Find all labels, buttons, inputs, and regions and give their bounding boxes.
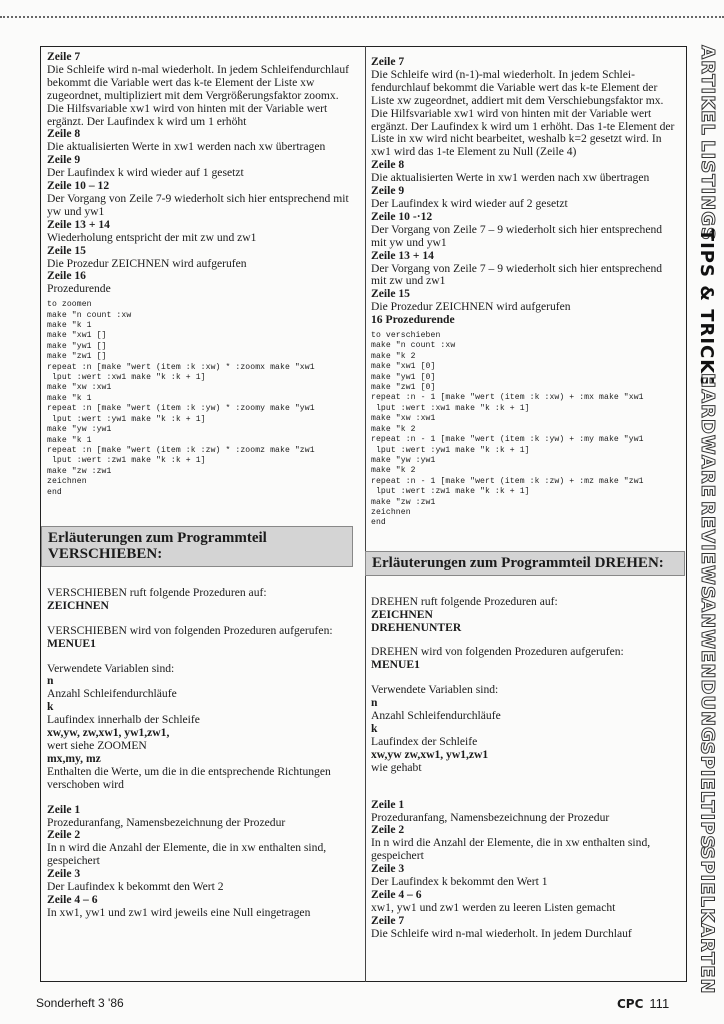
code-listing-verschieben: to verschieben make "n count :xw make "k 2 make "xw1 [0] make "yw1 [0] make "zw1 [0] repeat :n - 1 [make "wert (item :k :xw) + :mx make "xw1 lput :wert :xw1 make "k :k + 1] make "xw :xw1 make "k 2 repeat :n - 1 [make "wert (item :k :yw) + :my make "yw1 lput :wert :yw1 make "k :k + 1] make "yw :yw1 make "k 2 repeat :n - 1 [make "wert (item :k :zw) + :mz make "zw1 lput :wert :zw1 make "k :k + 1] make "zw :zw1 zeichnen end — [371, 331, 644, 528]
line-heading: Zeile 13 + 14 — [371, 248, 434, 262]
line-heading: Zeile 1 — [47, 802, 81, 816]
section-box-verschieben — [41, 526, 353, 567]
variable-desc: Laufindex innerhalb der Schleife — [47, 713, 200, 727]
brand-logo: CPC — [617, 997, 644, 1011]
box-title: Erläuterungen zum Programmteil DREHEN: — [372, 554, 664, 571]
line-text: Prozeduranfang, Namensbezeichnung der Prozedur — [47, 815, 286, 829]
section-tab-label: SPIELKARTEN — [696, 845, 718, 995]
line-text: Der Laufindex k bekommt den Wert 1 — [371, 875, 548, 889]
page-number: 111 — [649, 996, 670, 1011]
variables-intro: Verwendete Variablen sind: — [371, 683, 499, 697]
section-tab-label: REVIEWS — [696, 500, 718, 600]
box-title-line1: Erläuterungen zum Programmteil — [48, 529, 267, 546]
variable-name: xw,yw zw,xw1, yw1,zw1 — [371, 747, 489, 761]
line-text: Die Prozedur ZEICHNEN wird aufgerufen — [47, 256, 247, 270]
box-title-line2: VERSCHIEBEN: — [48, 545, 163, 562]
line-heading: Zeile 15 — [371, 287, 410, 301]
line-heading: Zeile 8 — [371, 158, 405, 172]
issue-label: Sonderheft 3 '86 — [36, 996, 124, 1010]
line-text: Die Schleife wird n-mal wiederholt. In jedem Schleifendurchlauf bekommt die Variable wert das k-te Element der Liste xw zugeordnet, multipliziert mit dem Vergrößerungsfaktor zoomx. Die Hilfsvariable xw1 wird von hinten mit der Variable wert ergänzt. Der Laufindex k wird um 1 erhöht — [47, 62, 349, 128]
line-heading: Zeile 4 – 6 — [371, 887, 422, 901]
variable-desc: wie gehabt — [371, 760, 422, 774]
line-text: xw1, yw1 und zw1 werden zu leeren Listen gemacht — [371, 900, 616, 914]
line-text: Der Laufindex k bekommt den Wert 2 — [47, 880, 224, 894]
left-top-blocks — [47, 51, 353, 296]
variable-desc: Enthalten die Werte, um die in die entsprechende Richtungen verschoben wird — [47, 764, 331, 791]
line-text: Wiederholung entspricht der mit zw und zw1 — [47, 230, 257, 244]
line-heading: 16 Prozedurende — [371, 313, 455, 327]
section-tab-label: SPIELTIPS — [696, 741, 718, 849]
variable-name: k — [47, 700, 54, 714]
line-text: Der Vorgang von Zeile 7 – 9 wiederholt sich hier entsprechend mit yw und yw1 — [371, 222, 663, 249]
called-by-procedure: MENUE1 — [371, 658, 420, 672]
line-heading: Zeile 4 – 6 — [47, 892, 98, 906]
line-heading: Zeile 13 + 14 — [47, 217, 110, 231]
line-text: Der Laufindex k wird wieder auf 1 gesetzt — [47, 166, 244, 180]
called-by-text: DREHEN wird von folgenden Prozeduren aufgerufen: — [371, 645, 624, 659]
line-heading: Zeile 1 — [371, 797, 405, 811]
line-text: Die Schleife wird (n-1)-mal wiederholt. In jedem Schleifendurchlauf bekommt die Variable wert das k-te Element der Liste xw zugeordnet, addiert mit dem Verschiebungsfaktor mx. Die Hilfsvariable xw1 wird von hinten mit der Variable wert ergänzt. Der Laufindex k wird um 1 erhöht. Das 1-te Element der Liste in xw wird nicht bearbeitet, weshalb k=2 gesetzt wird. In xw1 wird das 1-te Element zu Null (Zeile 4) — [371, 67, 675, 159]
variable-name: mx,my, mz — [47, 751, 101, 765]
line-text: Die Schleife wird n-mal wiederholt. In jedem Durchlauf — [371, 926, 632, 940]
variable-name: n — [371, 696, 378, 710]
section-tab-tips-tricks — [690, 228, 724, 388]
calls-text: DREHEN ruft folgende Prozeduren auf: — [371, 594, 558, 608]
line-heading: Zeile 7 — [371, 55, 405, 68]
top-dotted-rule — [0, 16, 724, 18]
line-heading: Zeile 2 — [371, 823, 405, 837]
variable-desc: Anzahl Schleifendurchläufe — [47, 687, 177, 701]
variables-intro: Verwendete Variablen sind: — [47, 661, 175, 675]
section-tab-label: LISTINGS — [696, 139, 718, 241]
section-tab-label: ANWENDUNG — [696, 597, 718, 743]
column-divider — [365, 46, 366, 982]
calls-procedure: ZEICHNEN — [371, 607, 433, 621]
called-by-text: VERSCHIEBEN wird von folgenden Prozeduren aufgerufen: — [47, 623, 333, 637]
line-text: In n wird die Anzahl der Elemente, die in xw enthalten sind, gespeichert — [371, 836, 651, 863]
line-heading: Zeile 9 — [371, 184, 405, 198]
line-text: Prozedurende — [47, 282, 111, 296]
called-by-procedure: MENUE1 — [47, 636, 96, 650]
line-text: In xw1, yw1 und zw1 wird jeweils eine Null eingetragen — [47, 905, 311, 919]
line-heading: Zeile 10 -·12 — [371, 209, 433, 223]
line-heading: Zeile 3 — [47, 867, 81, 881]
line-heading: Zeile 3 — [371, 862, 405, 876]
line-text: Die aktualisierten Werte in xw1 werden nach xw übertragen — [47, 140, 326, 154]
section-tab-artikel — [690, 44, 724, 136]
page-footer-right — [617, 996, 669, 1011]
section-tab-reviews — [690, 500, 724, 600]
line-heading: Zeile 9 — [47, 153, 81, 167]
section-tab-label: HARDWARE — [696, 372, 718, 498]
calls-procedure: DREHENUNTER — [371, 620, 462, 634]
section-tab-hardware — [690, 372, 724, 498]
variable-desc: wert siehe ZOOMEN — [47, 739, 147, 752]
line-heading: Zeile 7 — [371, 913, 405, 927]
line-heading: Zeile 8 — [47, 127, 81, 141]
right-column — [371, 56, 679, 941]
line-text: Die aktualisierten Werte in xw1 werden nach xw übertragen — [371, 171, 650, 185]
section-box-drehen — [365, 551, 685, 576]
line-heading: Zeile 10 – 12 — [47, 179, 110, 193]
line-text: In n wird die Anzahl der Elemente, die in xw enthalten sind, gespeichert — [47, 841, 327, 868]
line-text: Die Prozedur ZEICHNEN wird aufgerufen — [371, 300, 571, 314]
line-heading: Zeile 7 — [47, 50, 81, 63]
variable-desc: Laufindex der Schleife — [371, 734, 478, 748]
code-listing-zoomen: to zoomen make "n count :xw make "k 1 make "xw1 [] make "yw1 [] make "zw1 [] repeat :n [make "wert (item :k :xw) * :zoomx make "xw1 lput :wert :xw1 make "k :k + 1] make "xw :xw1 make "k 1 repeat :n [make "wert (item :k :yw) * :zoomy make "yw1 lput :wert :yw1 make "k :k + 1] make "yw :yw1 make "k 1 repeat :n [make "wert (item :k :zw) * :zoomz make "zw1 lput :wert :zw1 make "k :k + 1] make "zw :zw1 zeichnen end — [47, 300, 315, 497]
section-tab-anwendung — [690, 597, 724, 743]
line-heading: Zeile 15 — [47, 243, 86, 257]
line-text: Der Vorgang von Zeile 7 – 9 wiederholt sich hier entsprechend mit zw und zw1 — [371, 261, 663, 288]
section-tab-spieltips — [690, 740, 724, 850]
line-heading: Zeile 16 — [47, 269, 86, 283]
variable-name: n — [47, 674, 54, 688]
line-text: Der Vorgang von Zeile 7-9 wiederholt sich hier entsprechend mit yw und yw1 — [47, 191, 349, 218]
left-column — [47, 51, 353, 920]
calls-text: VERSCHIEBEN ruft folgende Prozeduren auf: — [47, 585, 267, 599]
section-tab-spielkarten — [690, 845, 724, 995]
variable-name: xw,yw, zw,xw1, yw1,zw1, — [47, 726, 170, 740]
line-heading: Zeile 2 — [47, 828, 81, 842]
variable-name: k — [371, 722, 378, 735]
section-tab-label: ARTIKEL — [696, 44, 718, 136]
section-tab-label: TIPS & TRICKS — [696, 228, 718, 388]
section-tab-listings — [690, 140, 724, 240]
calls-procedure: ZEICHNEN — [47, 598, 109, 612]
line-text: Der Laufindex k wird wieder auf 2 gesetzt — [371, 196, 568, 210]
line-text: Prozeduranfang, Namensbezeichnung der Prozedur — [371, 810, 610, 824]
variable-desc: Anzahl Schleifendurchläufe — [371, 709, 501, 723]
